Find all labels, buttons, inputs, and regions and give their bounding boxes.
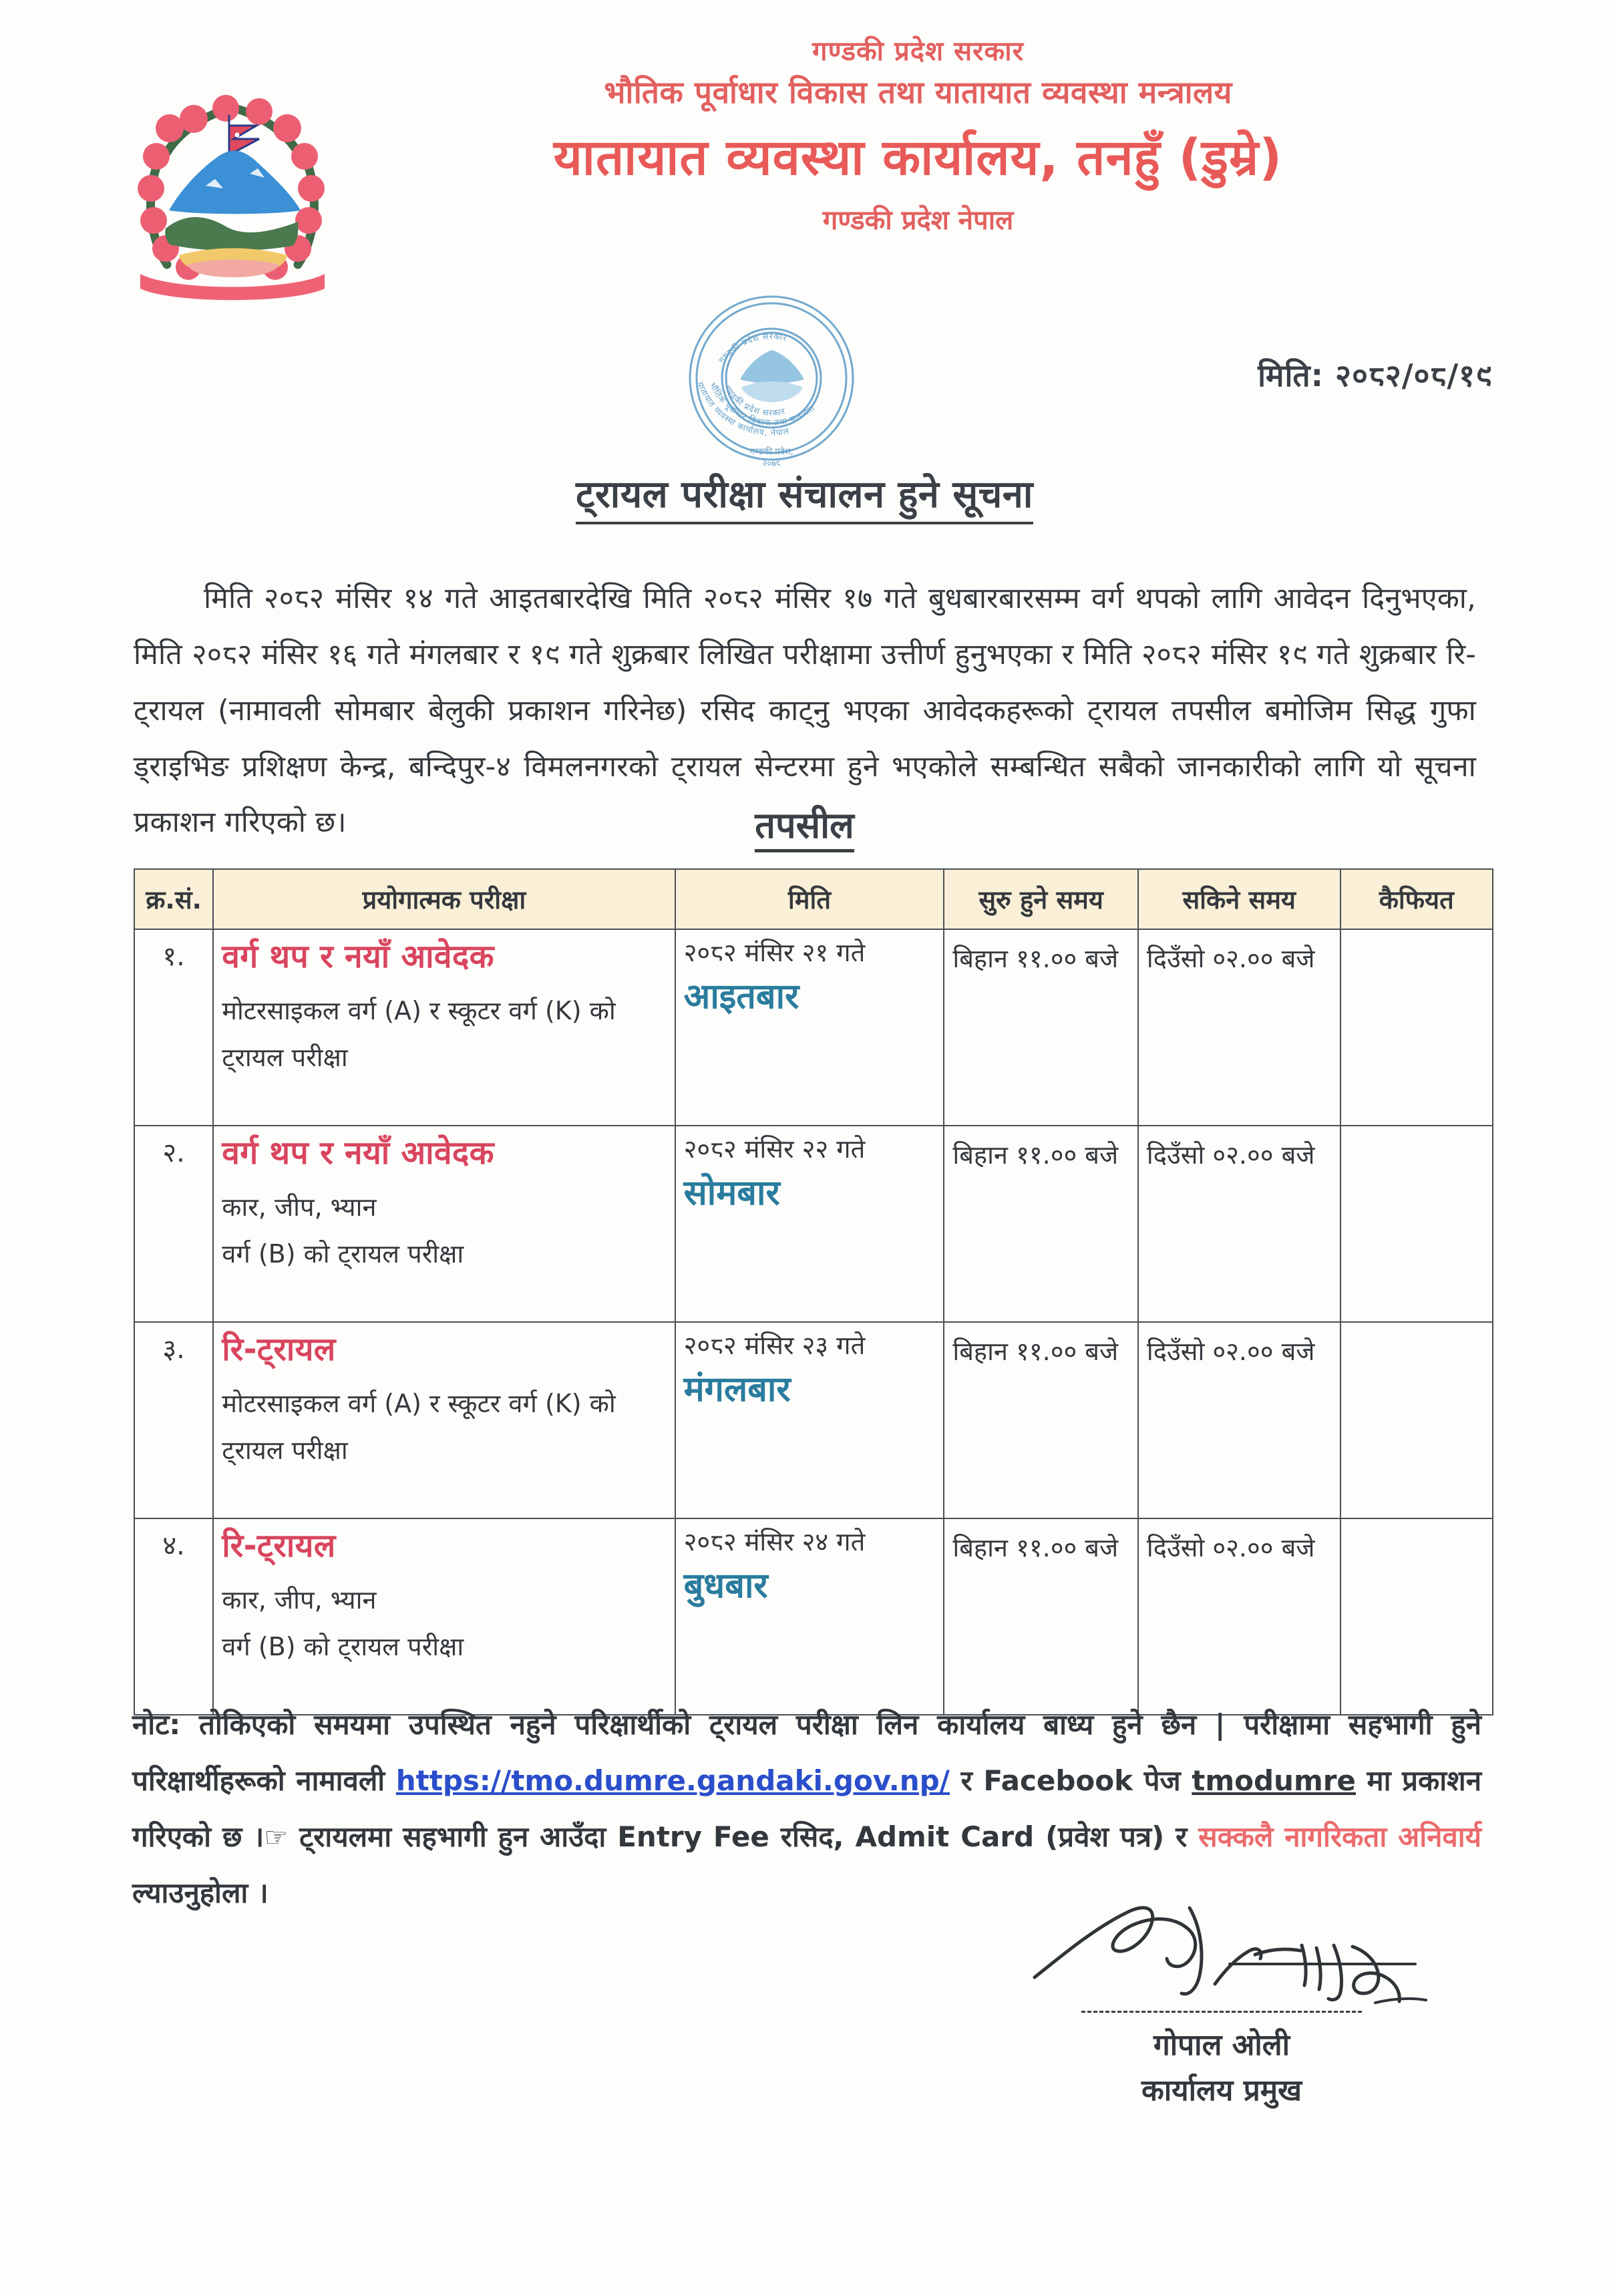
header-text-block (334, 33, 1502, 237)
table-header-row (134, 869, 1493, 929)
page-title (0, 468, 1609, 518)
note-part-1: नोट: तोकिएको समयमा उपस्थित नहुने परिक्षार्थीको ट्रायल परीक्षा लिन कार्यालय बाध्य हुने छैन | परीक्षामा सहभागी हुने परिक्षार्थीहरूको नामावली (132, 1708, 1481, 1797)
cell-remark (1340, 1518, 1493, 1715)
handwritten-signature (1015, 1884, 1429, 2011)
cell-date (675, 1518, 944, 1715)
col-header-end: सकिने समय (1138, 869, 1340, 929)
cell-start-time: बिहान ११.०० बजे (944, 1518, 1138, 1715)
svg-text:गण्डकी प्रदेश सरकार: गण्डकी प्रदेश सरकार (716, 331, 789, 365)
exam-date: २०८२ मंसिर २१ गते (683, 938, 866, 967)
exam-date: २०८२ मंसिर २३ गते (683, 1331, 866, 1360)
schedule-heading (0, 799, 1609, 848)
cell-sn: ३. (134, 1322, 213, 1518)
svg-text:२०७८: २०७८ (762, 459, 781, 469)
exam-date: २०८२ मंसिर २२ गते (683, 1134, 866, 1164)
cell-sn: ४. (134, 1518, 213, 1715)
table-row (134, 1518, 1493, 1715)
cell-start-time: बिहान ११.०० बजे (944, 929, 1138, 1126)
signature-block (1015, 1884, 1429, 2113)
exam-description: कार, जीप, भ्यान वर्ग (B) को ट्रायल परीक्षा (222, 1585, 464, 1662)
note-part-3: पेज (1133, 1764, 1192, 1797)
exam-date: २०८२ मंसिर २४ गते (683, 1527, 866, 1556)
svg-text:यातायात व्यवस्था कार्यालय, नेप: यातायात व्यवस्था कार्यालय, नेपाल (695, 380, 791, 438)
schedule-table-wrapper (134, 868, 1493, 1715)
svg-text:भौतिक पूर्वाधार विकास तथा याता: भौतिक पूर्वाधार विकास तथा यातायात (707, 380, 817, 428)
facebook-page-name: tmodumre (1192, 1764, 1356, 1797)
exam-category-heading: रि-ट्रायल (222, 1527, 336, 1565)
note-required-documents-emphasis: सक्कलै नागरिकता अनिवार्य (1198, 1820, 1481, 1853)
office-name-line: यातायात व्यवस्था कार्यालय, तनहुँ (डुम्रे) (553, 129, 1283, 186)
ministry-line: भौतिक पूर्वाधार विकास तथा यातायात व्यवस्था मन्त्रालय (604, 74, 1232, 110)
col-header-sn: क्र.सं. (134, 869, 213, 929)
cell-end-time: दिउँसो ०२.०० बजे (1138, 1322, 1340, 1518)
cell-start-time: बिहान ११.०० बजे (944, 1322, 1138, 1518)
cell-exam (213, 1518, 675, 1715)
col-header-exam: प्रयोगात्मक परीक्षा (213, 869, 675, 929)
exam-category-heading: वर्ग थप र नयाँ आवेदक (222, 938, 494, 975)
schedule-table (134, 868, 1493, 1715)
cell-end-time: दिउँसो ०२.०० बजे (1138, 929, 1340, 1126)
cell-remark (1340, 1322, 1493, 1518)
nepal-emblem-icon (132, 73, 333, 304)
note-part-4: मा प्रकाशन गरिएको छ । (132, 1764, 1482, 1853)
exam-description: कार, जीप, भ्यान वर्ग (B) को ट्रायल परीक्षा (222, 1192, 464, 1269)
website-link[interactable]: https://tmo.dumre.gandaki.gov.np/ (395, 1764, 950, 1797)
table-row (134, 1126, 1493, 1322)
cell-end-time: दिउँसो ०२.०० बजे (1138, 1126, 1340, 1322)
office-seal-stamp-icon (675, 279, 868, 473)
cell-exam (213, 1322, 675, 1518)
cell-end-time: दिउँसो ०२.०० बजे (1138, 1518, 1340, 1715)
col-header-start: सुरु हुने समय (944, 869, 1138, 929)
signatory-role: कार्यालय प्रमुख (1141, 2074, 1302, 2108)
exam-description: मोटरसाइकल वर्ग (A) र स्कूटर वर्ग (K) को ट्रायल परीक्षा (222, 1389, 616, 1466)
col-header-date: मिति (675, 869, 944, 929)
exam-weekday: आइतबार (683, 977, 799, 1017)
svg-text:गण्डकी प्रदेश,: गण्डकी प्रदेश, (749, 447, 793, 457)
page-title-text: ट्रायल परीक्षा संचालन हुने सूचना (576, 473, 1033, 524)
table-row (134, 1322, 1493, 1518)
exam-weekday: बुधबार (683, 1566, 768, 1607)
exam-category-heading: रि-ट्रायल (222, 1331, 336, 1368)
cell-remark (1340, 1126, 1493, 1322)
province-line: गण्डकी प्रदेश नेपाल (822, 205, 1014, 236)
cell-sn: १. (134, 929, 213, 1126)
note-part-6: ल्याउनुहोला । (132, 1876, 269, 1909)
cell-date (675, 1126, 944, 1322)
document-date: मिति: २०८२/०८/१९ (1258, 357, 1492, 393)
government-line: गण्डकी प्रदेश सरकार (812, 36, 1024, 67)
pointing-hand-icon: ☞ (264, 1822, 289, 1853)
cell-exam (213, 1126, 675, 1322)
cell-exam (213, 929, 675, 1126)
cell-date (675, 929, 944, 1126)
exam-weekday: मंगलबार (683, 1369, 791, 1410)
cell-date (675, 1322, 944, 1518)
cell-sn: २. (134, 1126, 213, 1322)
schedule-heading-text: तपसील (755, 804, 854, 852)
exam-weekday: सोमबार (683, 1173, 780, 1214)
cell-start-time: बिहान ११.०० बजे (944, 1126, 1138, 1322)
document-header (0, 33, 1609, 469)
exam-description: मोटरसाइकल वर्ग (A) र स्कूटर वर्ग (K) को ट्रायल परीक्षा (222, 996, 616, 1073)
notice-body-paragraph: मिति २०८२ मंसिर १४ गते आइतबारदेखि मिति २०८२ मंसिर १७ गते बुधबारबारसम्म वर्ग थपको लागि आवेदन दिनुभएका, मिति २०८२ मंसिर १६ गते मंगलबार र १९ गते शुक्रबार लिखित परीक्षामा उत्तीर्ण हुनुभएका र मिति २०८२ मंसिर १९ गते शुक्रबार रि-ट्रायल (नामावली सोमबार बेलुकी प्रकाशन गरिनेछ) रसिद काट्नु भएका आवेदकहरूको ट्रायल तपसील बमोजिम सिद्ध गुफा ड्राइभिङ प्रशिक्षण केन्द्र, बन्दिपुर-४ विमलनगरको ट्रायल सेन्टरमा हुने भएकोले सम्बन्धित सबैको जानकारीको लागि यो सूचना प्रकाशन गरिएको छ। (134, 582, 1476, 840)
signatory-name: गोपाल ओली (1153, 2028, 1290, 2062)
col-header-remark: कैफियत (1340, 869, 1493, 929)
cell-remark (1340, 929, 1493, 1126)
table-row (134, 929, 1493, 1126)
note-part-2: र (950, 1764, 984, 1797)
facebook-label: Facebook (983, 1764, 1133, 1797)
exam-category-heading: वर्ग थप र नयाँ आवेदक (222, 1134, 494, 1172)
note-part-5: ट्रायलमा सहभागी हुन आउँदा Entry Fee रसिद, Admit Card (प्रवेश पत्र) र (288, 1820, 1199, 1853)
svg-text:गण्डकी प्रदेश सरकार: गण्डकी प्रदेश सरकार (723, 383, 787, 418)
